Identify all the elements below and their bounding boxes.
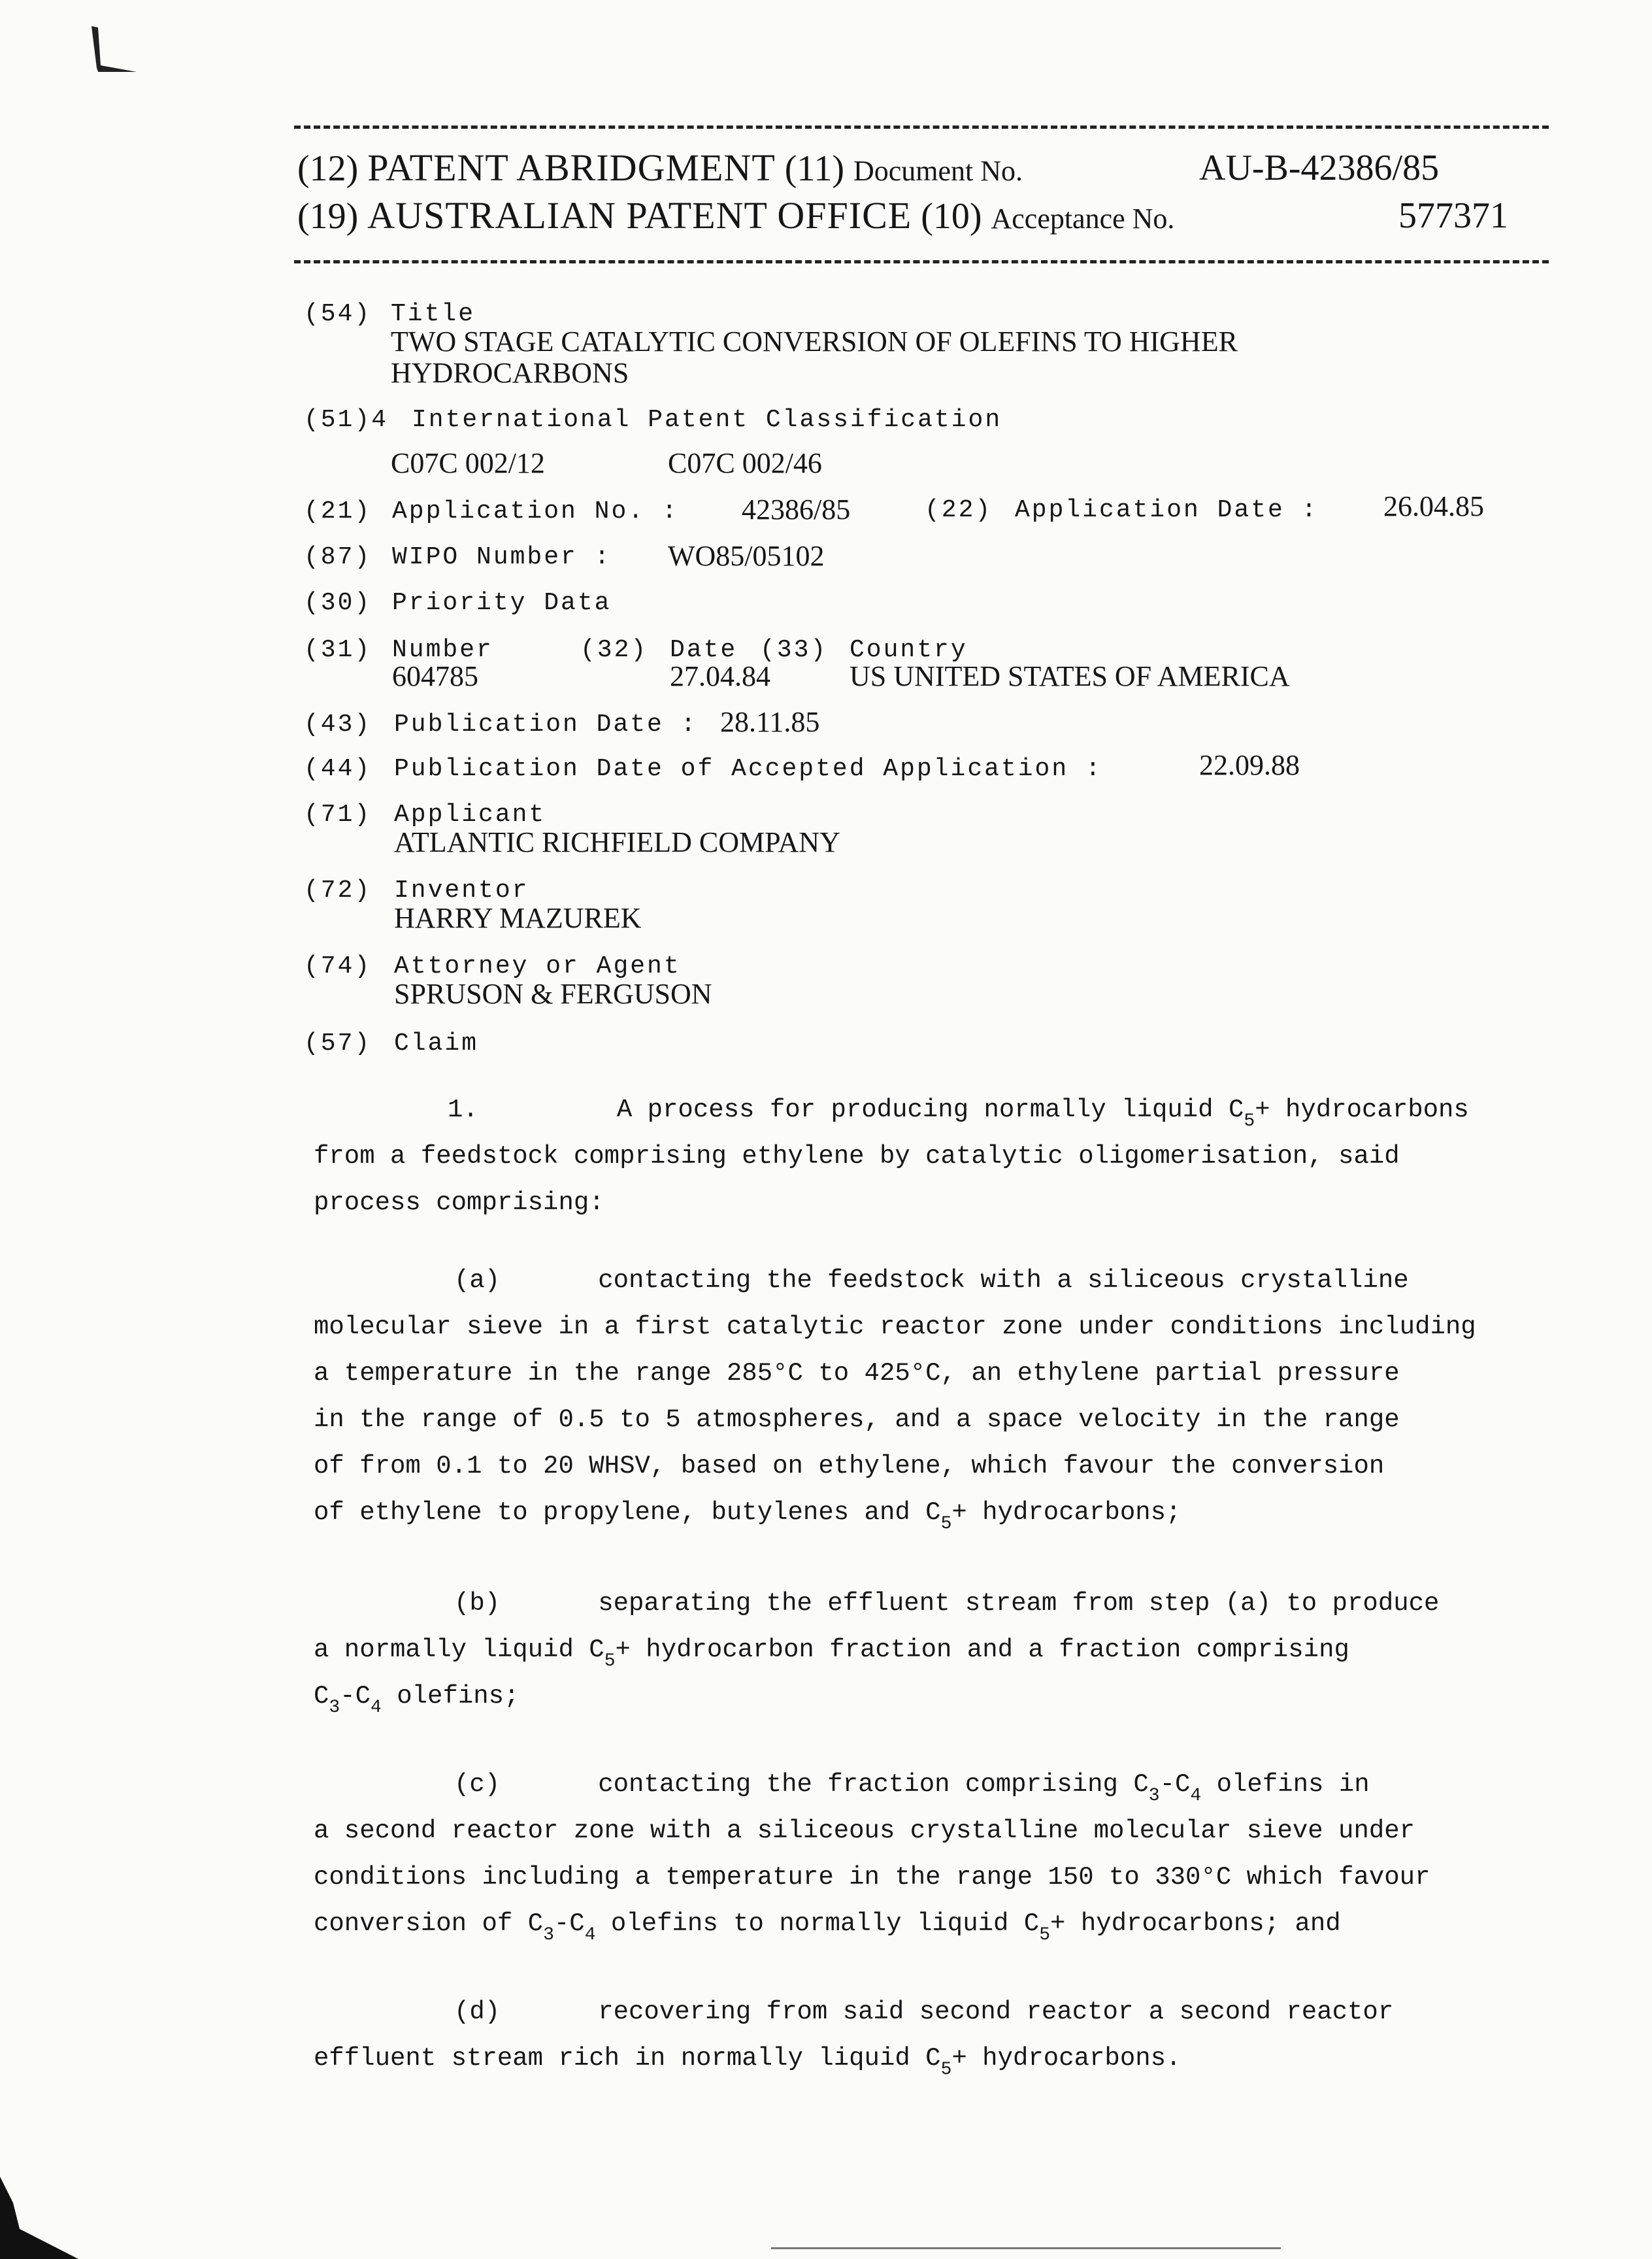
field-code-72: (72) bbox=[304, 877, 372, 905]
field-label-country: Country bbox=[850, 636, 968, 664]
field-value-wipo: WO85/05102 bbox=[668, 540, 825, 572]
header-code-11: (11) bbox=[784, 148, 844, 189]
field-code-74: (74) bbox=[304, 952, 372, 980]
field-label-wipo: WIPO Number : bbox=[392, 543, 612, 571]
field-label-ipc: International Patent Classification bbox=[412, 406, 1002, 434]
field-code-32: (32) bbox=[580, 636, 648, 664]
header-code-10: (10) bbox=[921, 196, 982, 237]
claim-step-c-line-3: conditions including a temperature in the range 150 to 330°C which favour bbox=[314, 1863, 1430, 1892]
field-value-inventor: HARRY MAZUREK bbox=[394, 902, 642, 934]
claim-step-b-label: (b) bbox=[454, 1589, 501, 1618]
field-value-ipc-2: C07C 002/46 bbox=[668, 447, 822, 479]
header-patent-office: AUSTRALIAN PATENT OFFICE bbox=[367, 194, 912, 237]
field-code-22: (22) bbox=[925, 496, 993, 524]
field-code-43: (43) bbox=[304, 711, 372, 739]
field-code-54: (54) bbox=[304, 300, 372, 328]
field-label-date: Date bbox=[670, 636, 738, 664]
claim-intro-line-2: from a feedstock comprising ethylene by catalytic oligomerisation, said bbox=[314, 1142, 1400, 1171]
header-rule-bottom bbox=[294, 260, 1549, 263]
claim-intro-line-1: 1. A process for producing normally liquid $C_5+$ hydrocarbons bbox=[448, 1096, 1469, 1131]
staple-mark bbox=[78, 20, 150, 72]
field-label-title: Title bbox=[391, 300, 476, 328]
field-value-priority-country: US UNITED STATES OF AMERICA bbox=[850, 660, 1290, 692]
field-code-57: (57) bbox=[304, 1029, 372, 1058]
claim-step-b-line-2: a normally liquid $C_5+$ hydrocarbon fraction and a fraction comprising bbox=[314, 1635, 1349, 1671]
claim-number: 1. bbox=[448, 1096, 478, 1124]
field-label-attorney: Attorney or Agent bbox=[394, 952, 681, 980]
claim-step-a-line-6: of ethylene to propylene, butylenes and $C_5+$ hydrocarbons; bbox=[314, 1498, 1181, 1534]
field-code-21: (21) bbox=[304, 497, 372, 526]
field-value-priority-date: 27.04.84 bbox=[670, 660, 770, 692]
header-acceptance-label: Acceptance No. bbox=[991, 203, 1175, 235]
field-code-31: (31) bbox=[304, 636, 372, 664]
claim-step-d-line-2: effluent stream rich in normally liquid $C_5+$ hydrocarbons. bbox=[314, 2044, 1181, 2080]
corner-mark bbox=[0, 2177, 78, 2259]
claim-step-a-line-1: (a) contacting the feedstock with a siliceous crystalline bbox=[454, 1266, 1409, 1295]
field-label-accepted-publication: Publication Date of Accepted Application : bbox=[394, 755, 1102, 783]
field-code-30: (30) bbox=[304, 589, 372, 617]
field-code-51: (51)4 bbox=[304, 406, 389, 434]
header-document-label: Document No. bbox=[853, 155, 1023, 187]
bottom-scan-line bbox=[771, 2247, 1281, 2249]
claim-step-d-line-1: (d) recovering from said second reactor a second reactor bbox=[454, 1998, 1394, 2026]
claim-step-d-label: (d) bbox=[454, 1998, 501, 2026]
header-patent-abridgment: PATENT ABRIDGMENT bbox=[367, 146, 776, 189]
field-label-claim: Claim bbox=[394, 1029, 479, 1058]
claim-step-c-line-1: (c) contacting the fraction comprising $C_3-C_4$ olefins in bbox=[454, 1770, 1370, 1806]
header-rule-top bbox=[294, 126, 1549, 129]
field-code-71: (71) bbox=[304, 801, 372, 829]
claim-step-b-line-3: $C_3-C_4$ olefins; bbox=[314, 1682, 520, 1718]
field-code-33: (33) bbox=[760, 636, 828, 664]
field-code-44: (44) bbox=[304, 755, 372, 783]
header-line-1 bbox=[297, 145, 1440, 194]
field-value-accepted-publication: 22.09.88 bbox=[1199, 749, 1300, 781]
claim-step-a-line-4: in the range of 0.5 to 5 atmospheres, and a space velocity in the range bbox=[314, 1405, 1400, 1434]
field-value-title-2: HYDROCARBONS bbox=[391, 357, 629, 389]
field-label-publication-date: Publication Date : bbox=[394, 711, 698, 739]
field-value-publication-date: 28.11.85 bbox=[720, 706, 820, 738]
claim-step-b-line-1: (b) separating the effluent stream from step (a) to produce bbox=[454, 1589, 1440, 1618]
claim-text bbox=[314, 1087, 1516, 2082]
field-label-priority: Priority Data bbox=[392, 589, 612, 617]
claim-intro-line-3: process comprising: bbox=[314, 1188, 604, 1217]
field-value-application-date: 26.04.85 bbox=[1383, 490, 1484, 522]
field-label-applicant: Applicant bbox=[394, 801, 546, 829]
header-code-12: (12) bbox=[297, 148, 359, 189]
field-label-number: Number bbox=[392, 636, 493, 664]
claim-step-a-line-3: a temperature in the range 285°C to 425°C, an ethylene partial pressure bbox=[314, 1359, 1400, 1388]
claim-step-c-line-4: conversion of $C_3-C_4$ olefins to normally liquid $C_5+$ hydrocarbons; and bbox=[314, 1909, 1341, 1945]
field-label-inventor: Inventor bbox=[394, 877, 529, 905]
field-code-87: (87) bbox=[304, 543, 372, 571]
field-value-ipc-1: C07C 002/12 bbox=[391, 447, 545, 479]
field-value-application-no: 42386/85 bbox=[742, 494, 851, 526]
header-acceptance-number: 577371 bbox=[1398, 195, 1508, 236]
field-label-application-date: Application Date : bbox=[1015, 496, 1319, 524]
header-line-2 bbox=[297, 193, 1508, 242]
field-value-applicant: ATLANTIC RICHFIELD COMPANY bbox=[394, 826, 840, 858]
field-value-attorney: SPRUSON & FERGUSON bbox=[394, 978, 712, 1010]
header-document-number: AU-B-42386/85 bbox=[1199, 148, 1440, 188]
claim-step-a-line-2: molecular sieve in a first catalytic reactor zone under conditions including bbox=[314, 1313, 1476, 1341]
claim-step-a-label: (a) bbox=[454, 1266, 501, 1295]
claim-step-c-line-2: a second reactor zone with a siliceous crystalline molecular sieve under bbox=[314, 1816, 1415, 1845]
field-value-priority-number: 604785 bbox=[392, 660, 478, 692]
claim-step-c-label: (c) bbox=[454, 1770, 501, 1799]
claim-step-a-line-5: of from 0.1 to 20 WHSV, based on ethylene, which favour the conversion bbox=[314, 1452, 1385, 1481]
header-code-19: (19) bbox=[297, 196, 359, 237]
field-label-application-no: Application No. : bbox=[392, 497, 679, 526]
field-value-title-1: TWO STAGE CATALYTIC CONVERSION OF OLEFINS TO HIGHER bbox=[391, 326, 1238, 358]
